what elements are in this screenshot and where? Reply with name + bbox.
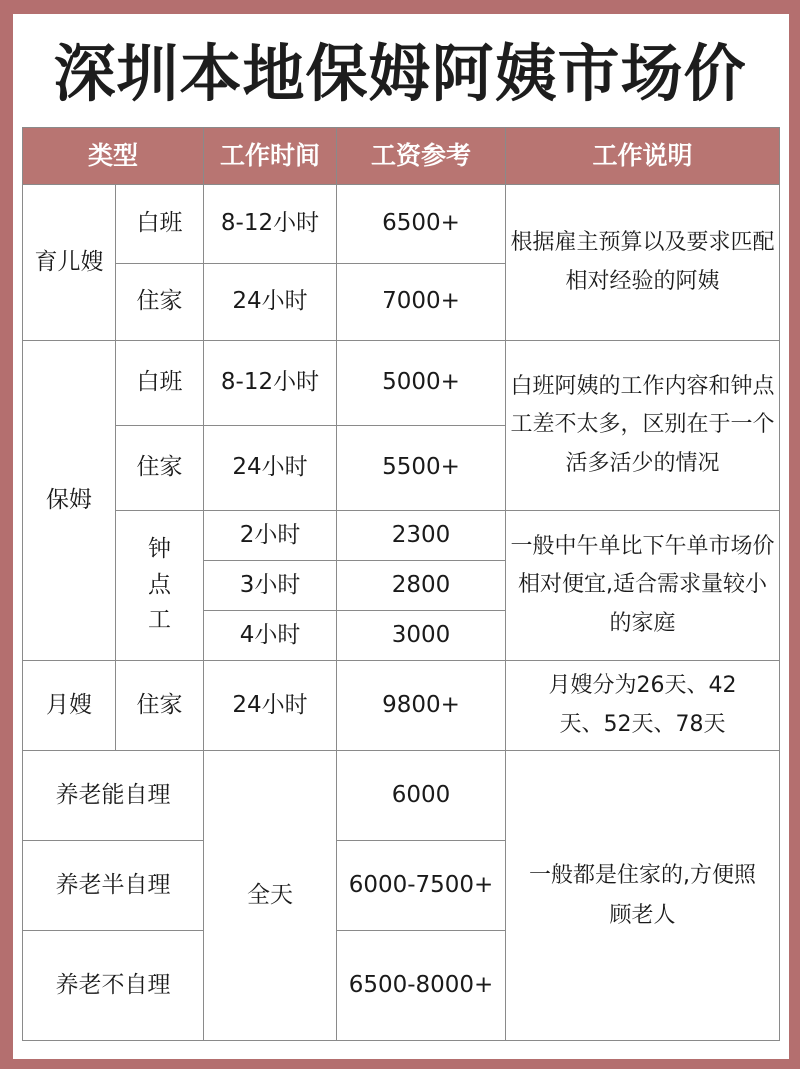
desc-cell: 月嫂分为26天、42天、52天、78天 xyxy=(506,661,780,751)
sub-type-cell: 住家 xyxy=(116,661,204,751)
table-row xyxy=(23,185,780,264)
type-cell: 养老不自理 xyxy=(23,931,204,1041)
table-row xyxy=(23,511,780,561)
hours-cell: 24小时 xyxy=(204,661,337,751)
hours-cell: 3小时 xyxy=(204,561,337,611)
sub-type-cell: 钟点工 xyxy=(116,511,204,661)
wage-cell: 2800 xyxy=(337,561,506,611)
desc-line: 一般都是住家的,方便照 xyxy=(529,862,757,888)
page-title: 深圳本地保姆阿姨市场价 xyxy=(53,37,747,110)
wage-cell: 6000 xyxy=(337,751,506,841)
edge-mark xyxy=(786,178,800,196)
desc-cell xyxy=(506,751,780,1041)
type-cell: 养老半自理 xyxy=(23,841,204,931)
type-cell: 养老能自理 xyxy=(23,751,204,841)
header-wage: 工资参考 xyxy=(337,128,506,185)
hours-cell: 24小时 xyxy=(204,264,337,341)
wage-cell: 6000-7500+ xyxy=(337,841,506,931)
type-cell: 育儿嫂 xyxy=(23,185,116,341)
wage-cell: 9800+ xyxy=(337,661,506,751)
desc-cell: 一般中午单比下午单市场价相对便宜,适合需求量较小的家庭 xyxy=(506,511,780,661)
wage-cell: 2300 xyxy=(337,511,506,561)
wage-cell: 3000 xyxy=(337,611,506,661)
table-row xyxy=(23,751,780,841)
wage-cell: 5000+ xyxy=(337,341,506,426)
desc-cell: 白班阿姨的工作内容和钟点工差不太多，区别在于一个活多活少的情况 xyxy=(506,341,780,511)
table-row xyxy=(23,661,780,751)
hours-cell: 8-12小时 xyxy=(204,185,337,264)
wage-cell: 6500-8000+ xyxy=(337,931,506,1041)
hours-cell: 8-12小时 xyxy=(204,341,337,426)
hours-cell: 全天 xyxy=(204,751,337,1041)
hours-cell: 2小时 xyxy=(204,511,337,561)
sub-type-cell: 白班 xyxy=(116,341,204,426)
hours-cell: 24小时 xyxy=(204,426,337,511)
price-table xyxy=(22,127,780,1041)
sub-type-cell: 白班 xyxy=(116,185,204,264)
wage-cell: 6500+ xyxy=(337,185,506,264)
sub-type-cell: 住家 xyxy=(116,264,204,341)
header-desc: 工作说明 xyxy=(506,128,780,185)
header-type: 类型 xyxy=(23,128,204,185)
desc-line: 顾老人 xyxy=(609,902,676,928)
wage-cell: 5500+ xyxy=(337,426,506,511)
hours-cell: 4小时 xyxy=(204,611,337,661)
wage-cell: 7000+ xyxy=(337,264,506,341)
desc-cell: 根据雇主预算以及要求匹配相对经验的阿姨 xyxy=(506,185,780,341)
type-cell: 保姆 xyxy=(23,341,116,661)
header-hours: 工作时间 xyxy=(204,128,337,185)
sub-type-cell: 住家 xyxy=(116,426,204,511)
table-row xyxy=(23,341,780,426)
header-row xyxy=(23,128,780,185)
type-cell: 月嫂 xyxy=(23,661,116,751)
